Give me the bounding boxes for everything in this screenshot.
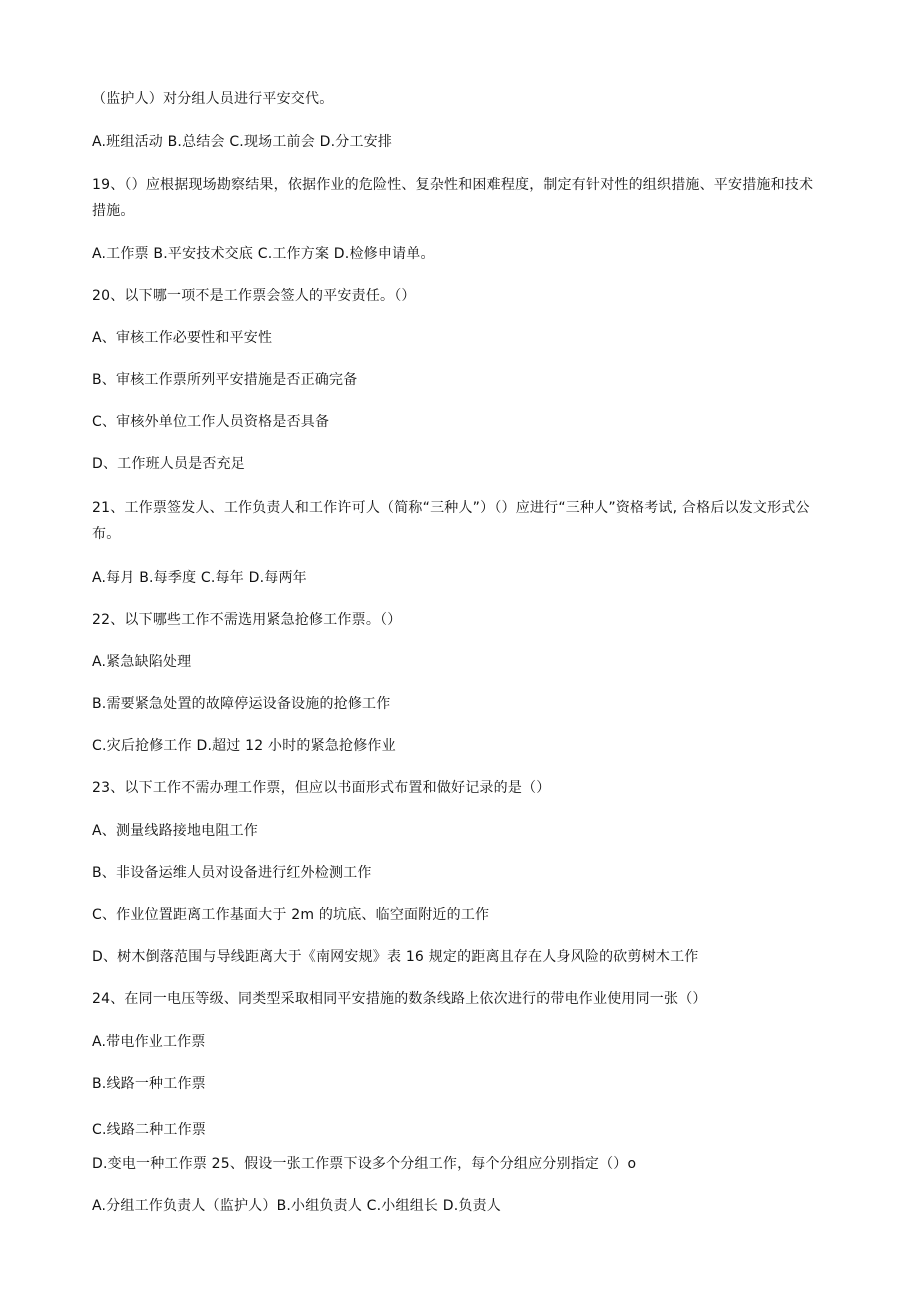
option-a: A.紧急缺陷处理 — [92, 654, 192, 670]
answer-options: A.班组活动 B.总结会 C.现场工前会 D.分工安排 — [92, 134, 393, 150]
question-19: 19、（）应根据现场勘察结果，依据作业的危险性、复杂性和困难程度，制定有针对性的组织措施、平安措施和技术措施。 — [92, 177, 814, 219]
text-line: （监护人）对分组人员进行平安交代。 — [92, 91, 334, 107]
option-a: A、审核工作必要性和平安性 — [92, 330, 273, 346]
question-24: 24、在同一电压等级、同类型采取相同平安措施的数条线路上依次进行的带电作业使用同一张（） — [92, 991, 707, 1007]
option-b: B.线路一种工作票 — [92, 1076, 206, 1092]
option-a: A、测量线路接地电阻工作 — [92, 823, 258, 839]
option-c: C、作业位置距离工作基面大于 2m 的坑底、临空面附近的工作 — [92, 907, 490, 923]
option-c: C.线路二种工作票 — [92, 1122, 207, 1138]
answer-options: A.每月 B.每季度 C.每年 D.每两年 — [92, 570, 307, 586]
question-23: 23、以下工作不需办理工作票，但应以书面形式布置和做好记录的是（） — [92, 780, 551, 796]
option-c: C、审核外单位工作人员资格是否具备 — [92, 414, 330, 430]
question-21: 21、工作票签发人、工作负责人和工作许可人（简称“三种人”）（）应进行“三种人”资格考试, 合格后以发文形式公布。 — [92, 500, 810, 542]
option-b: B.需要紧急处置的故障停运设备设施的抢修工作 — [92, 696, 391, 712]
option-a: A.带电作业工作票 — [92, 1034, 206, 1050]
option-b: B、非设备运维人员对设备进行红外检测工作 — [92, 865, 372, 881]
option-d: D、工作班人员是否充足 — [92, 456, 245, 472]
option-d-question-25: D.变电一种工作票 25、假设一张工作票下设多个分组工作，每个分组应分别指定（）o — [92, 1156, 637, 1172]
option-b: B、审核工作票所列平安措施是否正确完备 — [92, 372, 358, 388]
answer-options: A.工作票 B.平安技术交底 C.工作方案 D.检修申请单。 — [92, 246, 435, 262]
question-22: 22、以下哪些工作不需选用紧急抢修工作票。（） — [92, 612, 402, 628]
answer-options: A.分组工作负责人（监护人）B.小组负责人 C.小组组长 D.负责人 — [92, 1198, 501, 1214]
option-c-d: C.灾后抢修工作 D.超过 12 小时的紧急抢修作业 — [92, 738, 396, 754]
question-20: 20、以下哪一项不是工作票会签人的平安责任。（） — [92, 288, 416, 304]
option-d: D、树木倒落范围与导线距离大于《南网安规》表 16 规定的距离且存在人身风险的砍剪树木工作 — [92, 949, 699, 965]
